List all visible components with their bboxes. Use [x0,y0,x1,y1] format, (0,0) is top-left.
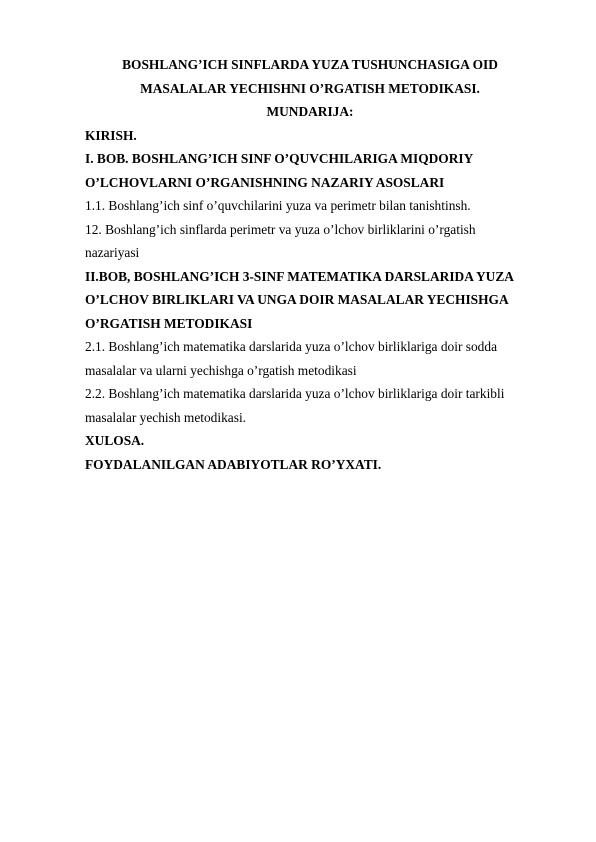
toc-chapter-1-line-2: O’LCHOVLARNI O’RGANISHNING NAZARIY ASOSLARI [85,174,445,190]
toc-chapter-2-line-2: O’LCHOV BIRLIKLARI VA UNGA DOIR MASALALAR YECHISHGA [85,292,509,307]
toc-intro: KIRISH. [85,127,137,143]
document-title-line-1: BOSHLANG’ICH SINFLARDA YUZA TUSHUNCHASIGA OID [122,57,498,72]
toc-section-1-2-line-2: nazariyasi [85,245,140,260]
toc-section-2-2-line-2: masalalar yechish metodikasi. [85,409,247,425]
toc-section-2-2-line-1: 2.2. Boshlang’ich matematika darslarida yuza o’lchov birliklariga doir tarkibli [85,386,505,401]
document-page [85,53,535,476]
toc-conclusion: XULOSA. [85,433,145,448]
toc-chapter-1-line-1: I. BOB. BOSHLANG’ICH SINF O’QUVCHILARIGA MIQDORIY [85,151,474,166]
toc-section-1-1: 1.1. Boshlang’ich sinf o’quvchilarini yuza va perimetr bilan tanishtinsh. [85,198,471,213]
toc-references: FOYDALANILGAN ADABIYOTLAR RO’YXATI. [85,456,382,472]
toc-section-2-1-line-1: 2.1. Boshlang’ich matematika darslarida yuza o’lchov birliklariga doir sodda [85,339,498,354]
toc-section-1-2-line-1: 12. Boshlang’ich sinflarda perimetr va yuza o’lchov birliklarini o’rgatish [85,221,476,237]
toc-chapter-2-line-3: O’RGATISH METODIKASI [85,315,253,331]
document-title-line-2: MASALALAR YECHISHNI O’RGATISH METODIKASI. [140,80,480,96]
toc-section-2-1-line-2: masalalar va ularni yechishga o’rgatish metodikasi [85,362,357,378]
contents-heading: MUNDARIJA: [266,104,354,119]
toc-chapter-2-line-1: II.BOB, BOSHLANG’ICH 3-SINF MATEMATIKA DARSLARIDA YUZA [85,268,514,284]
